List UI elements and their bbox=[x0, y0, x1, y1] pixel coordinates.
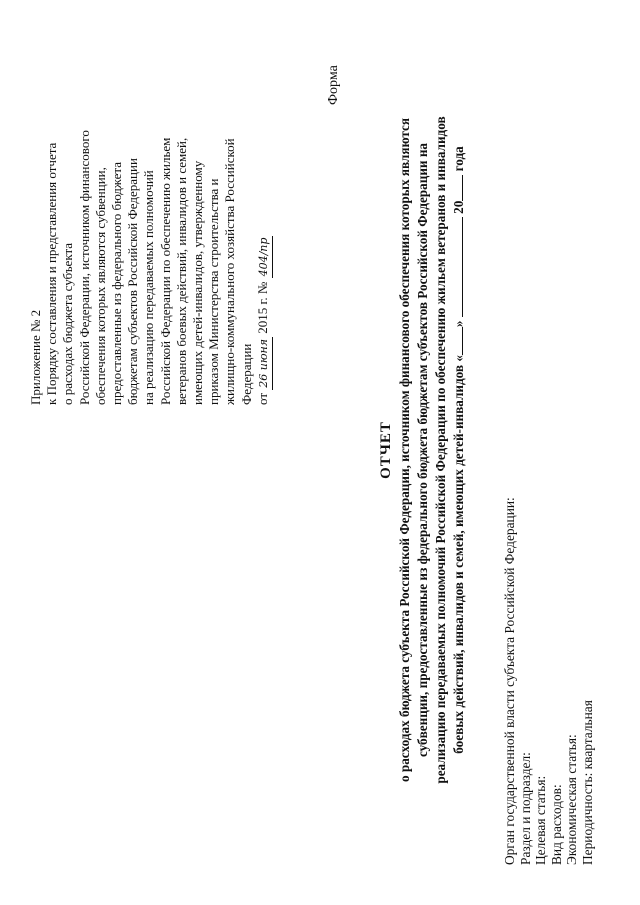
handwritten-order-number: 404/пр bbox=[256, 236, 273, 279]
report-subtitle-line: реализацию передаваемых полномочий Российской Федерации по обеспечению жильем ветеранов и инвалидов bbox=[433, 116, 448, 784]
report-subtitle bbox=[396, 35, 468, 865]
annex-line: ветеранов боевых действий, инвалидов и семей, bbox=[173, 137, 189, 405]
annex-line: Российской Федерации по обеспечению жильем bbox=[157, 137, 173, 405]
report-subtitle-line: субвенции, предоставленные из федерального бюджета бюджетам субъектов Российской Федерации на bbox=[415, 142, 430, 758]
handwritten-date: 26 июня bbox=[256, 337, 273, 390]
meta-expense-type: Вид расходов: bbox=[548, 784, 564, 865]
meta-target-article: Целевая статья: bbox=[533, 775, 549, 865]
annex-block bbox=[28, 75, 273, 405]
document-sheet bbox=[20, 25, 620, 875]
annex-line: бюджетам субъектов Российской Федерации bbox=[125, 158, 141, 405]
annex-line: обеспечения которых являются субвенции, bbox=[92, 167, 108, 405]
annex-line: на реализацию передаваемых полномочий bbox=[141, 170, 157, 405]
report-period-quote: » bbox=[451, 320, 466, 328]
report-period-line bbox=[450, 35, 468, 865]
annex-line: к Порядку составления и представления отчета bbox=[44, 142, 60, 405]
annex-date-prefix: от bbox=[254, 392, 270, 405]
annex-line: Российской Федерации, источником финансового bbox=[76, 130, 92, 405]
report-meta bbox=[502, 497, 596, 865]
annex-date-line bbox=[255, 75, 273, 405]
annex-line: приказом Министерства строительства и bbox=[206, 178, 222, 405]
annex-line: жилищно-коммунального хозяйства Российской bbox=[222, 138, 238, 405]
meta-authority: Орган государственной власти субъекта Российской Федерации: bbox=[502, 497, 517, 865]
year-blank bbox=[462, 175, 463, 201]
annex-line: Приложение № 2 bbox=[28, 309, 43, 405]
report-subtitle-line: о расходах бюджета субъекта Российской Федерации, источником финансового обеспечения которых являются bbox=[397, 118, 412, 783]
meta-economic-article: Экономическая статья: bbox=[564, 734, 580, 865]
annex-line: Федерации bbox=[238, 343, 254, 405]
report-title: ОТЧЕТ bbox=[378, 421, 394, 479]
annex-date-year: 2015 г. № bbox=[254, 281, 270, 334]
annex-line: о расходах бюджета субъекта bbox=[60, 242, 76, 405]
report-period-year: 20 bbox=[451, 200, 466, 214]
annex-line: имеющих детей-инвалидов, утвержденному bbox=[190, 160, 206, 405]
report-period-prefix: боевых действий, инвалидов и семей, имеющих детей-инвалидов « bbox=[451, 355, 466, 754]
meta-periodicity: Периодичность: квартальная bbox=[579, 700, 595, 865]
report-period-suffix: года bbox=[451, 146, 466, 172]
form-label: Форма bbox=[326, 65, 341, 105]
annex-line: предоставленные из федерального бюджета bbox=[109, 161, 125, 405]
month-blank bbox=[462, 217, 463, 317]
meta-section: Раздел и подраздел: bbox=[517, 752, 533, 865]
day-blank bbox=[462, 327, 463, 355]
